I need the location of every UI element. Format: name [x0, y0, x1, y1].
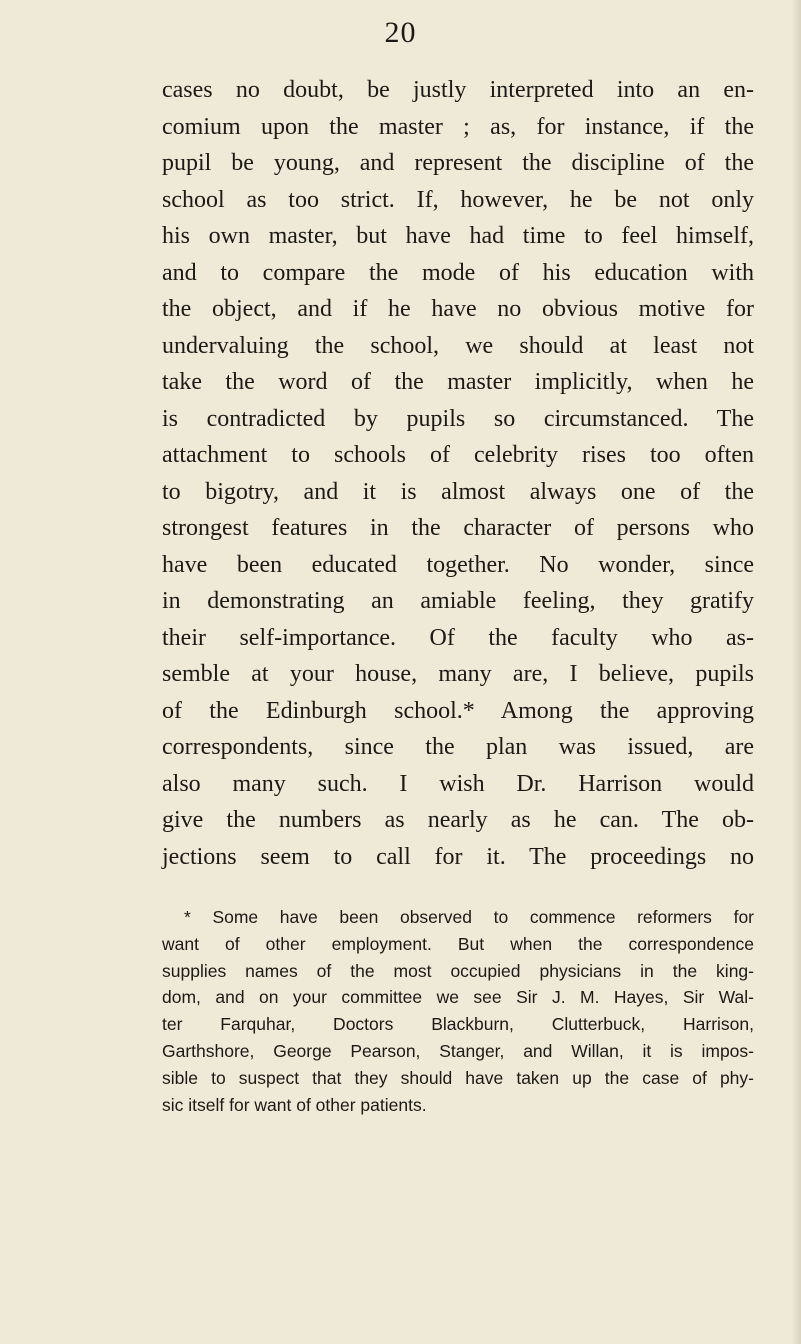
text-line: to bigotry, and it is almost always one of the [162, 478, 754, 505]
text-line: his own master, but have had time to feel himself, [162, 223, 754, 249]
text-line: comium upon the master ; as, for instance, if the [162, 113, 754, 140]
footnote-line: dom, and on your committee we see Sir J. M. Hayes, Sir Wal- [162, 987, 754, 1008]
footnote-line: sible to suspect that they should have taken up the case of phy- [162, 1067, 754, 1088]
footnote-line: * Some have been observed to commence reformers for [184, 907, 754, 927]
text-line: have been educated together. No wonder, since [162, 551, 754, 578]
page-edge-shadow [791, 0, 801, 1344]
text-line: of the Edinburgh school.* Among the approving [162, 697, 754, 724]
footnote-line: ter Farquhar, Doctors Blackburn, Clutterbuck, Harrison, [162, 1014, 754, 1035]
text-line: also many such. I wish Dr. Harrison would [162, 770, 754, 797]
footnote-line: want of other employment. But when the correspondence [162, 933, 754, 954]
text-line: jections seem to call for it. The proceedings no [162, 843, 754, 870]
text-line: pupil be young, and represent the discipline of the [162, 150, 754, 176]
footnote-block [162, 904, 754, 1118]
text-line: semble at your house, many are, I believe, pupils [162, 661, 754, 687]
text-line: take the word of the master implicitly, when he [162, 369, 754, 395]
text-line: undervaluing the school, we should at least not [162, 332, 754, 359]
text-line: attachment to schools of celebrity rises too often [162, 442, 754, 468]
text-line: and to compare the mode of his education with [162, 259, 754, 286]
page-number: 20 [384, 16, 417, 49]
footnote-line: sic itself for want of other patients. [162, 1094, 427, 1115]
text-line: strongest features in the character of persons who [162, 515, 754, 541]
text-line: correspondents, since the plan was issued, are [162, 734, 754, 760]
text-line: is contradicted by pupils so circumstanced. The [162, 405, 754, 432]
text-line: give the numbers as nearly as he can. The ob- [162, 807, 754, 833]
text-line: the object, and if he have no obvious motive for [162, 296, 754, 322]
text-line: cases no doubt, be justly interpreted into an en- [162, 77, 754, 103]
footnote-line: Garthshore, George Pearson, Stanger, and Willan, it is impos- [162, 1040, 754, 1061]
text-line: in demonstrating an amiable feeling, they gratify [162, 588, 754, 614]
text-line: their self-importance. Of the faculty who as- [162, 624, 754, 651]
footnote-line: supplies names of the most occupied physicians in the king- [162, 960, 754, 981]
text-line: school as too strict. If, however, he be not only [162, 186, 754, 213]
main-text-block [162, 72, 754, 875]
